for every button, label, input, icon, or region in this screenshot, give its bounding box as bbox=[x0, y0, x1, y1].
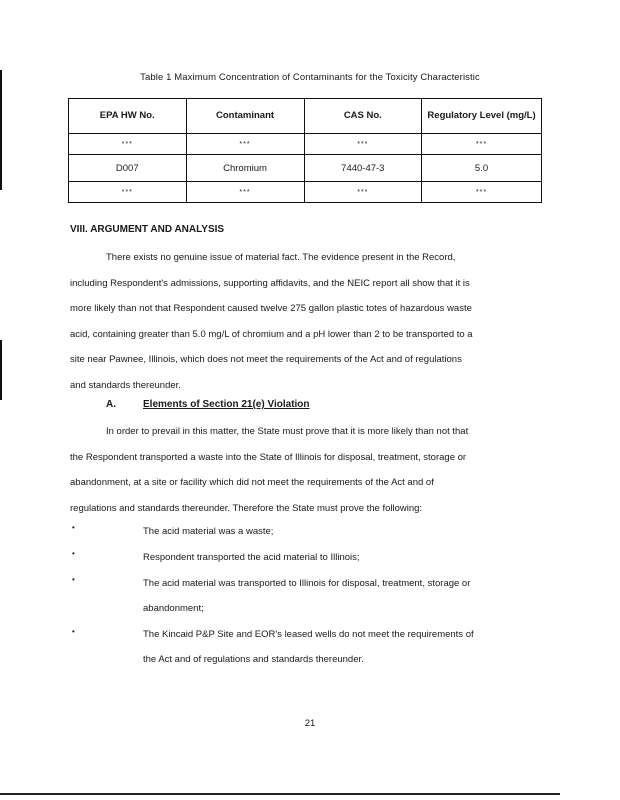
table-cell: *** bbox=[69, 134, 187, 155]
paragraph-line: including Respondent's admissions, supporting affidavits, and the NEIC report all show that it is bbox=[70, 277, 470, 289]
table-cell: *** bbox=[422, 182, 542, 203]
page-number: 21 bbox=[304, 718, 316, 729]
table-row bbox=[69, 155, 542, 182]
table-cell: *** bbox=[186, 182, 304, 203]
paragraph-elements bbox=[70, 419, 550, 521]
table-cell: *** bbox=[304, 182, 422, 203]
paragraph-line: the Respondent transported a waste into the State of Illinois for disposal, treatment, storage or bbox=[70, 451, 467, 463]
paragraph-line: abandonment, at a site or facility which did not meet the requirements of the Act and of bbox=[70, 477, 434, 488]
list-item-line: The acid material was transported to Illinois for disposal, treatment, storage or bbox=[143, 578, 471, 589]
table-cell: Chromium bbox=[186, 155, 304, 182]
list-item-line: The Kincaid P&P Site and EOR's leased wells do not meet the requirements of bbox=[143, 629, 474, 640]
paragraph-argument bbox=[70, 245, 550, 398]
table-cell: D007 bbox=[69, 155, 187, 182]
table-cell: 7440-47-3 bbox=[304, 155, 422, 182]
table-row-ellipsis bbox=[69, 182, 542, 203]
list-item-line: The acid material was a waste; bbox=[143, 526, 274, 537]
list-item-line: abandonment; bbox=[143, 603, 204, 614]
section-heading: VIII. ARGUMENT AND ANALYSIS bbox=[70, 224, 225, 235]
paragraph-line: and standards thereunder. bbox=[70, 379, 181, 391]
bullet-icon: • bbox=[72, 549, 75, 558]
table-header-row bbox=[69, 99, 542, 134]
list-item-line: Respondent transported the acid material to Illinois; bbox=[143, 552, 360, 563]
bullet-icon: • bbox=[72, 627, 75, 636]
header-contaminant: Contaminant bbox=[186, 99, 304, 134]
header-cas-no: CAS No. bbox=[304, 99, 422, 134]
list-item bbox=[143, 545, 360, 570]
paragraph-line: regulations and standards thereunder. Therefore the State must prove the following: bbox=[70, 502, 423, 514]
list-item-line: the Act and of regulations and standards thereunder. bbox=[143, 654, 364, 665]
scan-edge-mark bbox=[0, 70, 2, 190]
paragraph-line: There exists no genuine issue of material fact. The evidence present in the Record, bbox=[106, 252, 456, 263]
list-item bbox=[143, 519, 273, 544]
header-epa-hw-no: EPA HW No. bbox=[69, 99, 187, 134]
table-caption: Table 1 Maximum Concentration of Contaminants for the Toxicity Characteristic bbox=[140, 72, 480, 83]
bullet-icon: • bbox=[72, 523, 75, 532]
table-cell: 5.0 bbox=[422, 155, 542, 182]
table-cell: *** bbox=[69, 182, 187, 203]
table-cell: *** bbox=[422, 134, 542, 155]
subsection-letter: A. bbox=[106, 399, 116, 410]
toxicity-table bbox=[68, 98, 542, 203]
table-cell: *** bbox=[186, 134, 304, 155]
paragraph-line: more likely than not that Respondent caused twelve 275 gallon plastic totes of hazardous waste bbox=[70, 303, 472, 314]
bullet-icon: • bbox=[72, 575, 75, 584]
paragraph-line: acid, containing greater than 5.0 mg/L of chromium and a pH lower than 2 to be transported to a bbox=[70, 328, 473, 340]
paragraph-line: In order to prevail in this matter, the State must prove that it is more likely than not that bbox=[106, 426, 469, 437]
scan-edge-mark bbox=[0, 340, 2, 400]
table-cell: *** bbox=[304, 134, 422, 155]
table-row-ellipsis bbox=[69, 134, 542, 155]
list-item bbox=[143, 571, 470, 621]
header-regulatory-level: Regulatory Level (mg/L) bbox=[422, 99, 542, 134]
list-item bbox=[143, 622, 474, 672]
scan-bottom-edge bbox=[0, 793, 560, 795]
paragraph-line: site near Pawnee, Illinois, which does not meet the requirements of the Act and of regulations bbox=[70, 354, 462, 365]
subsection-title: Elements of Section 21(e) Violation bbox=[143, 399, 310, 410]
